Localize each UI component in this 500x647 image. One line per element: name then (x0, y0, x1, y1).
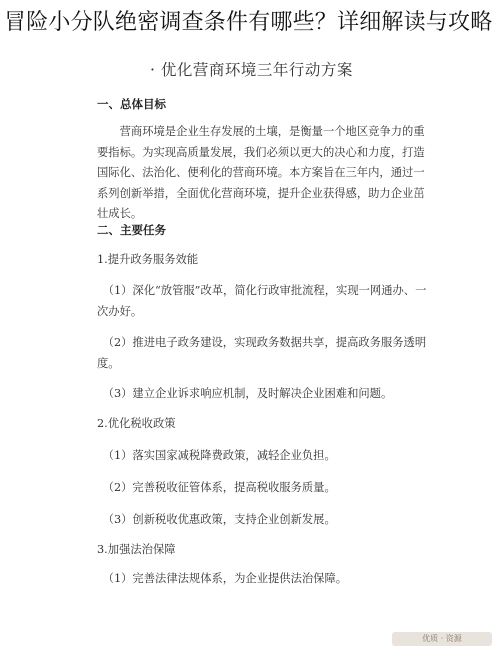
document-title: · 优化营商环境三年行动方案 (150, 61, 353, 79)
page-headline: 冒险小分队绝密调查条件有哪些？详细解读与攻略 (4, 10, 493, 35)
section-heading-goals: 一、总体目标 (97, 97, 166, 111)
task-item: （3）建立企业诉求响应机制，及时解决企业困难和问题。 (102, 387, 393, 400)
section-goals-paragraph: 营商环境是企业生存发展的土壤，是衡量一个地区竞争力的重要指标。为实现高质量发展，我们必须以更大的决心和力度，打造国际化、法治化、便利化的营商环境。本方案旨在三年内，通过一系列创新举措，全面优化营商环境，提升企业获得感，助力企业茁壮成长。 (97, 125, 425, 220)
task-title: 1.提升政务服务效能 (97, 253, 199, 266)
task-item: （2）推进电子政务建设，实现政务数据共享，提高政务服务透明度。 (97, 336, 427, 370)
task-item: （3）创新税收优惠政策，支持企业创新发展。 (102, 513, 336, 526)
section-heading-tasks: 二、主要任务 (97, 223, 166, 237)
task-title: 3.加强法治保障 (97, 543, 176, 556)
watermark-badge: 优质 · 资源 (392, 632, 492, 646)
task-item: （1）深化“放管服”改革，简化行政审批流程，实现一网通办、一次办好。 (97, 284, 427, 318)
task-item: （1）落实国家减税降费政策，减轻企业负担。 (102, 449, 336, 462)
task-title: 2.优化税收政策 (97, 417, 176, 430)
task-item: （2）完善税收征管体系，提高税收服务质量。 (102, 481, 336, 494)
task-item: （1）完善法律法规体系，为企业提供法治保障。 (102, 572, 348, 585)
